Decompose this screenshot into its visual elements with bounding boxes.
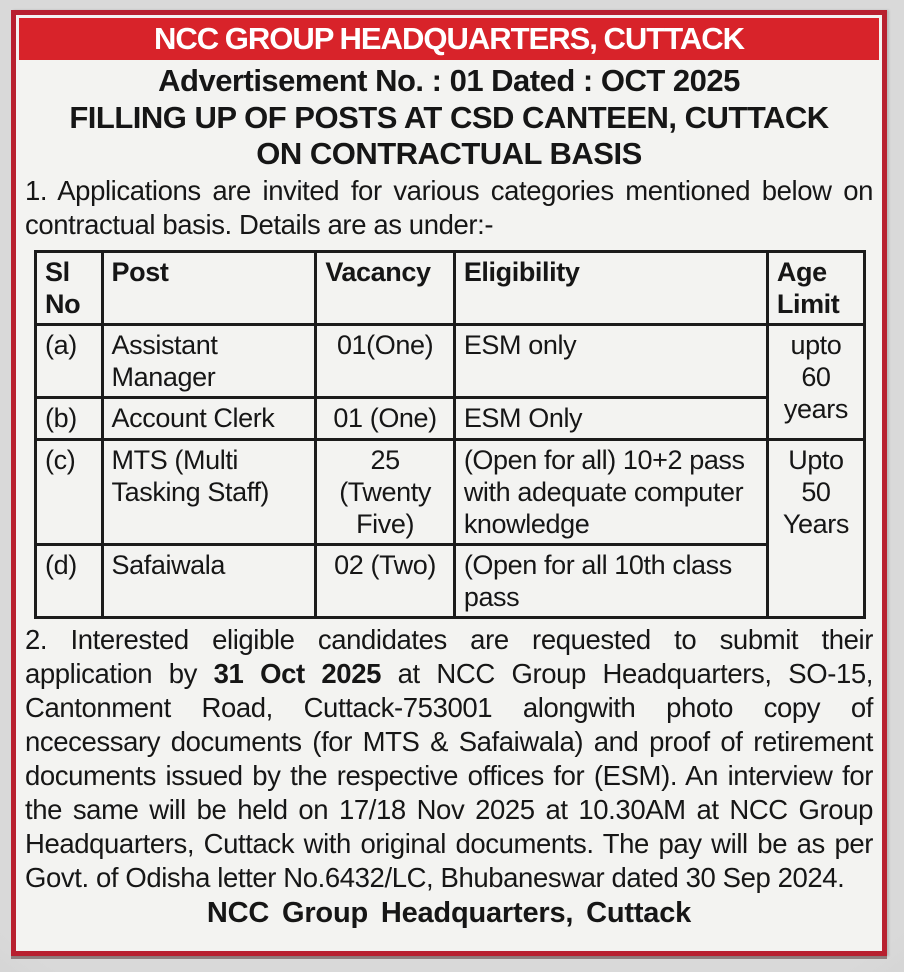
vacancy-table (34, 250, 866, 619)
cell-age-limit-ab: upto 60 years (767, 325, 864, 440)
cell-eligibility-b: ESM Only (454, 398, 767, 440)
col-header-eligibility: Eligibility (454, 252, 767, 325)
notice-box (11, 10, 887, 956)
submission-deadline-date: 31 Oct 2025 (213, 658, 381, 689)
cell-post-a: Assistant Manager (102, 325, 316, 398)
cell-sl-b: (b) (36, 398, 103, 440)
cell-eligibility-a: ESM only (454, 325, 767, 398)
subject-line-1: FILLING UP OF POSTS AT CSD CANTEEN, CUTTACK (69, 100, 829, 135)
col-header-vacancy: Vacancy (316, 252, 455, 325)
signature-line: NCC Group Headquarters, Cuttack (206, 897, 692, 929)
table-row-d (36, 545, 865, 618)
subject-line-2: ON CONTRACTUAL BASIS (256, 136, 642, 171)
cell-sl-c: (c) (36, 440, 103, 545)
cell-vacancy-a: 01(One) (316, 325, 455, 398)
intro-paragraph: 1. Applications are invited for various categories mentioned below on contractual basis. Details are as under:- (25, 175, 873, 240)
col-header-sl-no: Sl No (36, 252, 103, 325)
cell-age-limit-cd: Upto 50 Years (767, 440, 864, 618)
table-header-row (36, 252, 865, 325)
cell-post-b: Account Clerk (102, 398, 316, 440)
col-header-age-limit: Age Limit (767, 252, 864, 325)
banner-title: NCC GROUP HEADQUARTERS, CUTTACK (19, 18, 879, 60)
advertisement-no-line: Advertisement No. : 01 Dated : OCT 2025 (158, 63, 740, 98)
col-header-post: Post (102, 252, 316, 325)
details-text-1: 2. Interested eligible candidates are requested to submit their application by (25, 624, 873, 689)
cell-eligibility-d: (Open for all 10th class pass (454, 545, 767, 618)
details-paragraph (25, 623, 873, 895)
cell-vacancy-d: 02 (Two) (316, 545, 455, 618)
cell-post-d: Safaiwala (102, 545, 316, 618)
cell-sl-d: (d) (36, 545, 103, 618)
details-text-2: at NCC Group Headquarters, SO-15, Cantonment Road, Cuttack-753001 alongwith photo copy of ncecessary documents (for MTS & Safaiwala) and proof of retirement documents issued by the respective offices for (ESM). An interview for the same will be held on 17/18 Nov 2025 at 10.30AM at NCC Group Headquarters, Cuttack with original documents. The pay will be as per Govt. of Odisha letter No.6432/LC, Bhubaneswar dated 30 Sep 2024. (25, 658, 873, 893)
cell-vacancy-c: 25 (Twenty Five) (316, 440, 455, 545)
table-row-b (36, 398, 865, 440)
cell-post-c: MTS (Multi Tasking Staff) (102, 440, 316, 545)
cell-vacancy-b: 01 (One) (316, 398, 455, 440)
cell-eligibility-c: (Open for all) 10+2 pass with adequate computer knowledge (454, 440, 767, 545)
table-row-c (36, 440, 865, 545)
table-row-a (36, 325, 865, 398)
cell-sl-a: (a) (36, 325, 103, 398)
